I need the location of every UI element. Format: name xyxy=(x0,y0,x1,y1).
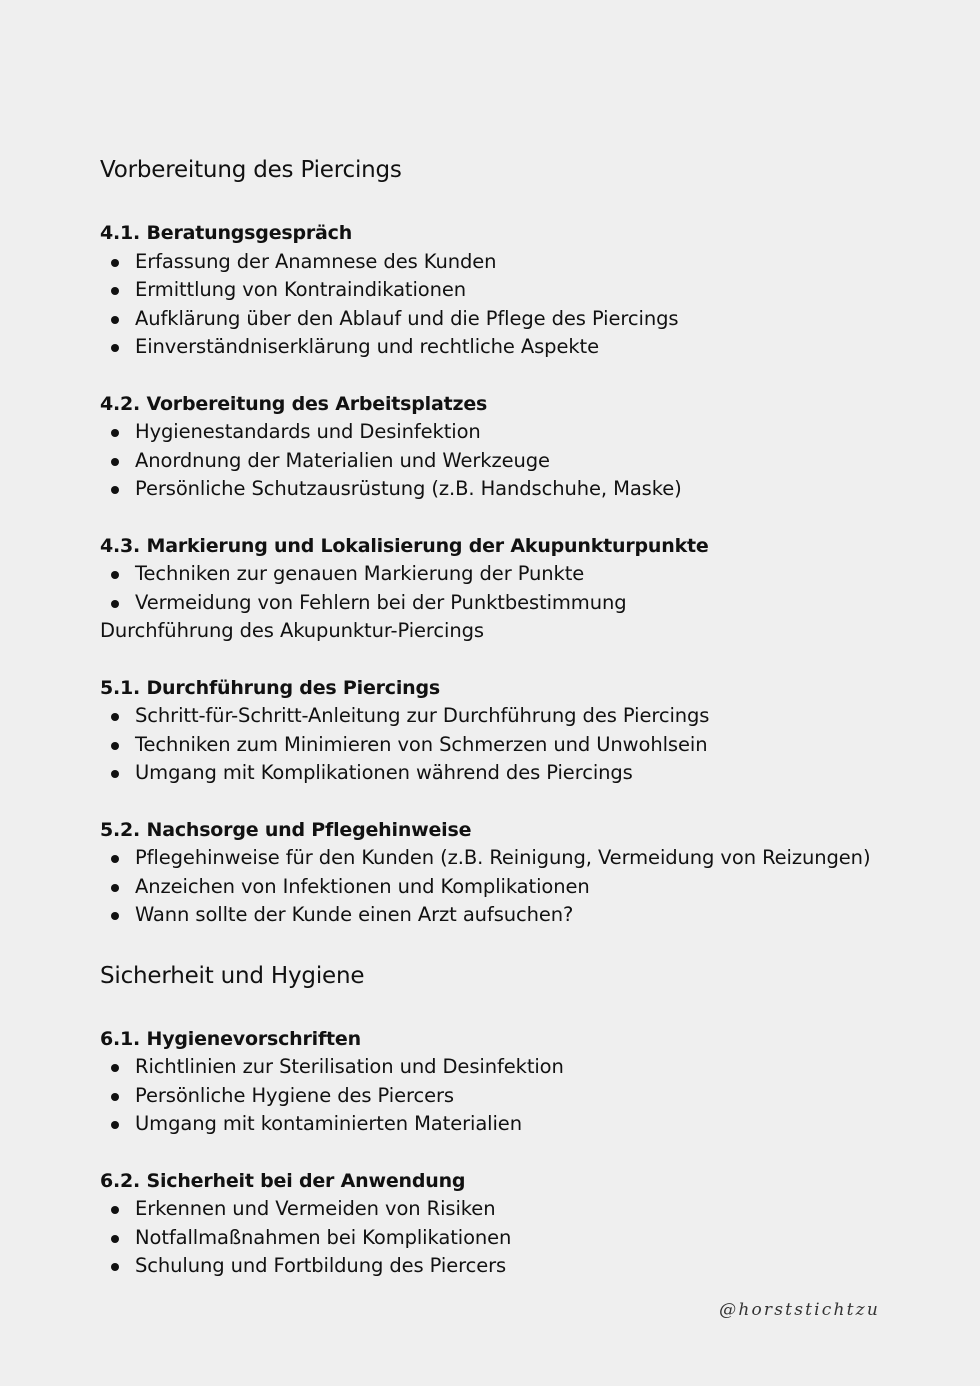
list-item: Pflegehinweise für den Kunden (z.B. Reinigung, Vermeidung von Reizungen) xyxy=(100,844,920,873)
bullet-icon xyxy=(111,912,119,920)
bullet-icon xyxy=(111,287,119,295)
bullet-icon xyxy=(111,713,119,721)
bullet-list-5-1 xyxy=(100,702,920,788)
bullet-icon xyxy=(111,1235,119,1243)
bullet-icon xyxy=(111,1206,119,1214)
section-title-sicherheit: Sicherheit und Hygiene xyxy=(100,962,365,989)
section-title-vorbereitung: Vorbereitung des Piercings xyxy=(100,157,402,183)
list-item: Erfassung der Anamnese des Kunden xyxy=(100,248,920,277)
bullet-list-6-2 xyxy=(100,1195,920,1281)
bullet-icon xyxy=(111,1263,119,1271)
list-item: Persönliche Hygiene des Piercers xyxy=(100,1082,920,1111)
list-item: Richtlinien zur Sterilisation und Desinfektion xyxy=(100,1053,920,1082)
list-item: Persönliche Schutzausrüstung (z.B. Handschuhe, Maske) xyxy=(100,475,920,504)
subsection-title-6-2: 6.2. Sicherheit bei der Anwendung xyxy=(100,1169,466,1192)
subsection-title-5-1: 5.1. Durchführung des Piercings xyxy=(100,676,441,699)
bullet-icon xyxy=(111,571,119,579)
bullet-icon xyxy=(111,742,119,750)
bullet-list-4-3 xyxy=(100,560,920,617)
bullet-icon xyxy=(111,1093,119,1101)
list-item: Erkennen und Vermeiden von Risiken xyxy=(100,1195,920,1224)
list-item: Ermittlung von Kontraindikationen xyxy=(100,276,920,305)
list-item: Aufklärung über den Ablauf und die Pflege des Piercings xyxy=(100,305,920,334)
bullet-icon xyxy=(111,316,119,324)
bullet-list-5-2 xyxy=(100,844,920,930)
bullet-list-4-1 xyxy=(100,248,920,362)
footer-handle: @horststichtzu xyxy=(719,1300,880,1320)
bullet-icon xyxy=(111,429,119,437)
list-item: Hygienestandards und Desinfektion xyxy=(100,418,920,447)
bullet-icon xyxy=(111,600,119,608)
bullet-icon xyxy=(111,855,119,863)
document-content xyxy=(100,154,920,1281)
bullet-icon xyxy=(111,259,119,267)
trailing-text: Durchführung des Akupunktur-Piercings xyxy=(100,619,484,642)
bullet-icon xyxy=(111,486,119,494)
bullet-icon xyxy=(111,770,119,778)
list-item: Wann sollte der Kunde einen Arzt aufsuchen? xyxy=(100,901,920,930)
list-item: Anordnung der Materialien und Werkzeuge xyxy=(100,447,920,476)
list-item: Umgang mit kontaminierten Materialien xyxy=(100,1110,920,1139)
bullet-icon xyxy=(111,1064,119,1072)
bullet-list-6-1 xyxy=(100,1053,920,1139)
list-item: Notfallmaßnahmen bei Komplikationen xyxy=(100,1224,920,1253)
bullet-icon xyxy=(111,1121,119,1129)
list-item: Schritt-für-Schritt-Anleitung zur Durchführung des Piercings xyxy=(100,702,920,731)
list-item: Techniken zur genauen Markierung der Punkte xyxy=(100,560,920,589)
list-item: Anzeichen von Infektionen und Komplikationen xyxy=(100,873,920,902)
bullet-icon xyxy=(111,458,119,466)
subsection-title-4-1: 4.1. Beratungsgespräch xyxy=(100,222,353,244)
subsection-title-6-1: 6.1. Hygienevorschriften xyxy=(100,1027,361,1050)
subsection-title-4-3: 4.3. Markierung und Lokalisierung der Akupunkturpunkte xyxy=(100,534,709,557)
list-item: Einverständniserklärung und rechtliche Aspekte xyxy=(100,333,920,362)
bullet-list-4-2 xyxy=(100,418,920,504)
list-item: Umgang mit Komplikationen während des Piercings xyxy=(100,759,920,788)
bullet-icon xyxy=(111,344,119,352)
subsection-title-5-2: 5.2. Nachsorge und Pflegehinweise xyxy=(100,818,472,841)
subsection-title-4-2: 4.2. Vorbereitung des Arbeitsplatzes xyxy=(100,392,488,415)
list-item: Techniken zum Minimieren von Schmerzen und Unwohlsein xyxy=(100,731,920,760)
list-item: Schulung und Fortbildung des Piercers xyxy=(100,1252,920,1281)
list-item: Vermeidung von Fehlern bei der Punktbestimmung xyxy=(100,589,920,618)
bullet-icon xyxy=(111,884,119,892)
